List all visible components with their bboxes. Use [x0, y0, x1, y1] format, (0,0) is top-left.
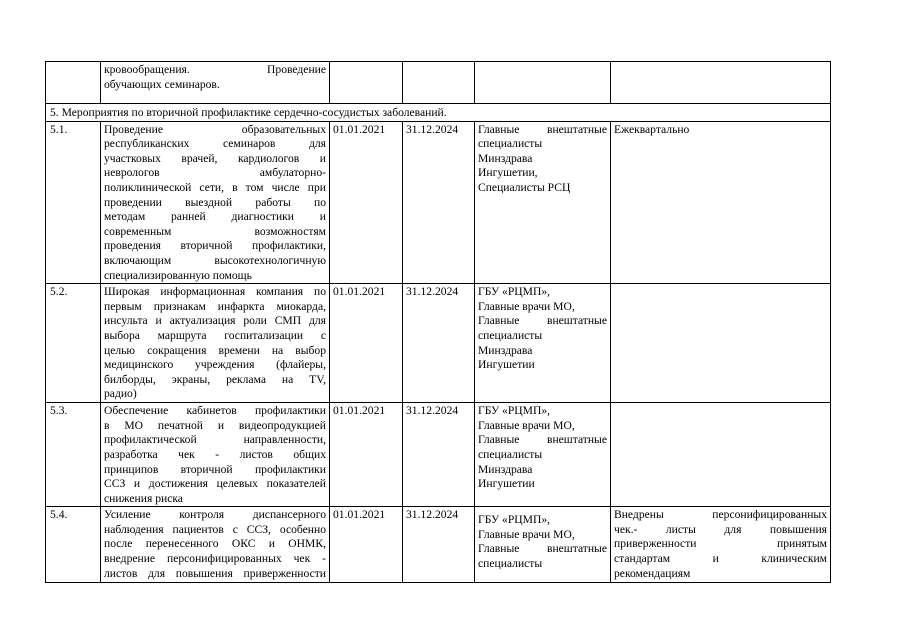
- table-row: [46, 403, 831, 507]
- text-line: Главные врачи МО,: [478, 527, 575, 541]
- text-line: специалисты: [478, 447, 543, 461]
- text-line: Минздрава: [478, 151, 533, 165]
- cell-result: [611, 403, 831, 507]
- text-line: наблюдения пациентов с ССЗ, особенно: [104, 522, 326, 536]
- measures-table: [45, 61, 831, 583]
- text-line: целью сокращения времени на выбор: [104, 343, 326, 357]
- text-line: снижения риска: [104, 491, 183, 505]
- cell-end: [403, 62, 475, 104]
- text-line: Главные врачи МО,: [478, 418, 575, 432]
- cell-end: 31.12.2024: [403, 121, 475, 284]
- text-line: Внедрены персонифицированных: [614, 508, 827, 522]
- text-line: первым признакам инфаркта миокарда,: [104, 299, 326, 313]
- cell-start: [330, 62, 403, 104]
- text-line: специалисты: [478, 328, 543, 342]
- cell-activity: [101, 403, 330, 507]
- cell-responsible: [475, 121, 611, 284]
- text-line: Главные врачи МО,: [478, 299, 575, 313]
- text-line: листов для повышения приверженности: [104, 566, 326, 580]
- text-line: радио): [104, 387, 137, 401]
- text-line: Ингушетии,: [478, 166, 538, 180]
- cell-activity: [101, 284, 330, 403]
- cell-responsible: [475, 507, 611, 583]
- text-line: в МО печатной и видеопродукцией: [104, 418, 326, 432]
- text-line: специализированную помощь: [104, 268, 252, 282]
- text-line: медицинского учреждения (флайеры,: [104, 358, 326, 372]
- cell-num: 5.2.: [46, 284, 101, 403]
- text-line: современным возможностям: [104, 224, 326, 238]
- cell-result: [611, 507, 831, 583]
- cell-result: [611, 62, 831, 104]
- text-line: Усиление контроля диспансерного: [104, 508, 326, 522]
- text-line: методам ранней диагностики и: [104, 210, 326, 224]
- table-row-continuation: [46, 62, 831, 104]
- text-line: чек.- листы для повышения: [614, 522, 827, 536]
- cell-end: 31.12.2024: [403, 284, 475, 403]
- text-line: билборды, экраны, реклама на TV,: [104, 372, 326, 386]
- text-line: Широкая информационная компания по: [104, 285, 326, 299]
- text-line: республиканских семинаров для: [104, 137, 326, 151]
- text-line: рекомендациям: [614, 566, 691, 580]
- text-line: Минздрава: [478, 343, 533, 357]
- text-line: проведении выездной работы по: [104, 195, 326, 209]
- text-line: ГБУ «РЦМП»,: [478, 404, 551, 418]
- table-row: [46, 121, 831, 284]
- cell-end: 31.12.2024: [403, 507, 475, 583]
- section-title: 5. Мероприятия по вторичной профилактике сердечно-сосудистых заболеваний.: [46, 104, 831, 122]
- text-line: проведения вторичной профилактики,: [104, 239, 326, 253]
- table-row: [46, 507, 831, 583]
- cell-num: 5.3.: [46, 403, 101, 507]
- text-line: внедрение персонифицированных чек -: [104, 552, 326, 566]
- text-line: специалисты: [478, 137, 543, 151]
- cell-responsible: [475, 403, 611, 507]
- text-line: инсульта и актуализация роли СМП для: [104, 314, 326, 328]
- text-line: Специалисты РСЦ: [478, 180, 571, 194]
- text-line: Ингушетии: [478, 477, 535, 491]
- text-line: кровообращения. Проведение: [104, 63, 326, 76]
- text-line: поликлинической сети, в том числе при: [104, 180, 326, 194]
- cell-responsible: [475, 284, 611, 403]
- text-line: включающим высокотехнологичную: [104, 253, 326, 267]
- cell-activity: [101, 62, 330, 104]
- text-line: Главные внештатные: [478, 314, 607, 328]
- text-line: Проведение образовательных: [104, 122, 326, 136]
- text-line: ССЗ и достижения целевых показателей: [104, 477, 326, 491]
- cell-num: 5.1.: [46, 121, 101, 284]
- text-line: стандартам и клиническим: [614, 552, 827, 566]
- cell-activity: [101, 507, 330, 583]
- cell-start: 01.01.2021: [330, 121, 403, 284]
- text-line: Ежеквартально: [614, 122, 690, 136]
- text-line: ГБУ «РЦМП»,: [478, 285, 551, 299]
- text-line: профилактической направленности,: [104, 433, 326, 447]
- text-line: Главные внештатные: [478, 542, 607, 556]
- section-header-row: [46, 104, 831, 122]
- cell-start: 01.01.2021: [330, 284, 403, 403]
- cell-responsible: [475, 62, 611, 104]
- cell-result: [611, 121, 831, 284]
- cell-start: 01.01.2021: [330, 507, 403, 583]
- text-line: принципов вторичной профилактики: [104, 462, 326, 476]
- text-line: Ингушетии: [478, 358, 535, 372]
- text-line: неврологов амбулаторно-: [104, 166, 326, 180]
- cell-start: 01.01.2021: [330, 403, 403, 507]
- text-line: участковых врачей, кардиологов и: [104, 151, 326, 165]
- text-line: выбора маршрута госпитализации с: [104, 328, 326, 342]
- cell-num: [46, 62, 101, 104]
- text-line: разработка чек - листов общих: [104, 447, 326, 461]
- cell-result: [611, 284, 831, 403]
- cell-activity: [101, 121, 330, 284]
- cell-end: 31.12.2024: [403, 403, 475, 507]
- text-line: Главные внештатные: [478, 433, 607, 447]
- text-line: Обеспечение кабинетов профилактики: [104, 404, 326, 418]
- text-line: Минздрава: [478, 462, 533, 476]
- text-line: Главные внештатные: [478, 122, 607, 136]
- text-line: приверженности принятым: [614, 537, 827, 551]
- text-line: ГБУ «РЦМП»,: [478, 513, 551, 527]
- text-line: обучающих семинаров.: [104, 77, 220, 91]
- cell-num: 5.4.: [46, 507, 101, 583]
- text-line: специалисты: [478, 557, 543, 571]
- table-row: [46, 284, 831, 403]
- text-line: после перенесенного ОКС и ОНМК,: [104, 537, 326, 551]
